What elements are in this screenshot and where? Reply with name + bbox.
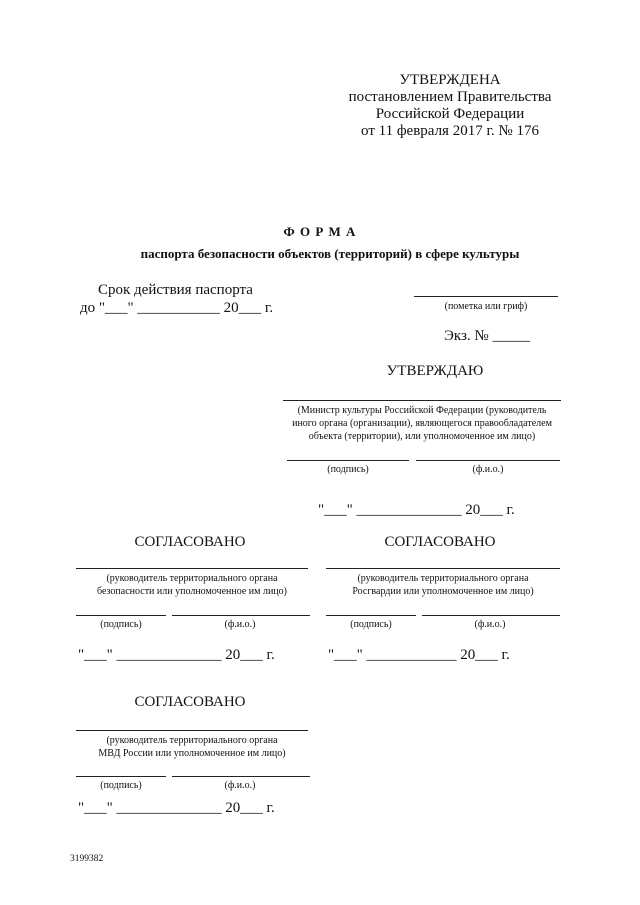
approve-caption [276, 404, 568, 443]
approve-caption-line-1: (Министр культуры Российской Федерации (руководитель [297, 405, 547, 416]
agreed-rosgvard-name-label: (ф.и.о.) [474, 619, 506, 630]
agreed-fsb-line [76, 568, 308, 569]
agreed-fsb-name-line [172, 615, 310, 616]
agreed-fsb-caption [70, 572, 314, 598]
agreed-fsb-date: "___" ______________ 20___ г. [78, 647, 275, 663]
document-number: 3199382 [70, 854, 104, 864]
approve-signature-label: (подпись) [327, 464, 369, 475]
approval-line-2: постановлением Правительства [348, 89, 552, 105]
approve-caption-line-3: объекта (территории), или уполномоченное им лицо) [308, 431, 536, 442]
mark-label: (пометка или гриф) [444, 301, 528, 312]
approve-name-line [416, 460, 560, 461]
agreed-mvd-caption-line-1: (руководитель территориального органа [106, 735, 278, 746]
form-title: Ф О Р М А [283, 224, 357, 239]
agreed-mvd-heading: СОГЛАСОВАНО [134, 694, 246, 710]
approve-signature-line [283, 400, 561, 401]
agreed-mvd-name-line [172, 776, 310, 777]
approve-caption-line-2: иного органа (организации), являющегося правообладателем [292, 418, 552, 429]
agreed-mvd-signature-label: (подпись) [100, 780, 142, 791]
agreed-fsb-sign-line [76, 615, 166, 616]
agreed-mvd-name-label: (ф.и.о.) [224, 780, 256, 791]
approve-heading: УТВЕРЖДАЮ [386, 363, 484, 379]
agreed-rosgvard-date: "___" ____________ 20___ г. [328, 647, 510, 663]
agreed-rosgvard-signature-label: (подпись) [350, 619, 392, 630]
validity-label: Срок действия паспорта [98, 282, 253, 298]
agreed-rosgvard-sign-line [326, 615, 416, 616]
agreed-fsb-signature-label: (подпись) [100, 619, 142, 630]
agreed-mvd-line [76, 730, 308, 731]
mark-line [414, 296, 558, 297]
approval-header [330, 72, 570, 140]
agreed-fsb-name-label: (ф.и.о.) [224, 619, 256, 630]
approve-name-label: (ф.и.о.) [472, 464, 504, 475]
approve-sign-line [287, 460, 409, 461]
agreed-fsb-heading: СОГЛАСОВАНО [134, 534, 246, 550]
validity-until: до "___" ___________ 20___ г. [80, 300, 274, 316]
agreed-rosgvard-line [326, 568, 560, 569]
agreed-fsb-caption-line-1: (руководитель территориального органа [106, 573, 278, 584]
copy-number: Экз. № _____ [444, 328, 530, 344]
approval-line-4: от 11 февраля 2017 г. № 176 [361, 123, 539, 139]
approve-date: "___" ______________ 20___ г. [318, 502, 515, 518]
approval-line-1: УТВЕРЖДЕНА [399, 72, 501, 88]
agreed-rosgvard-caption-line-1: (руководитель территориального органа [357, 573, 529, 584]
form-subtitle: паспорта безопасности объектов (территорий) в сфере культуры [140, 246, 520, 261]
agreed-mvd-caption [70, 734, 314, 760]
approval-line-3: Российской Федерации [375, 106, 525, 122]
agreed-fsb-caption-line-2: безопасности или уполномоченное им лицо) [97, 586, 287, 597]
agreed-mvd-date: "___" ______________ 20___ г. [78, 800, 275, 816]
agreed-mvd-caption-line-2: МВД России или уполномоченное им лицо) [98, 748, 286, 759]
agreed-rosgvard-caption [320, 572, 566, 598]
agreed-rosgvard-heading: СОГЛАСОВАНО [384, 534, 496, 550]
agreed-rosgvard-name-line [422, 615, 560, 616]
agreed-rosgvard-caption-line-2: Росгвардии или уполномоченное им лицо) [352, 586, 534, 597]
agreed-mvd-sign-line [76, 776, 166, 777]
